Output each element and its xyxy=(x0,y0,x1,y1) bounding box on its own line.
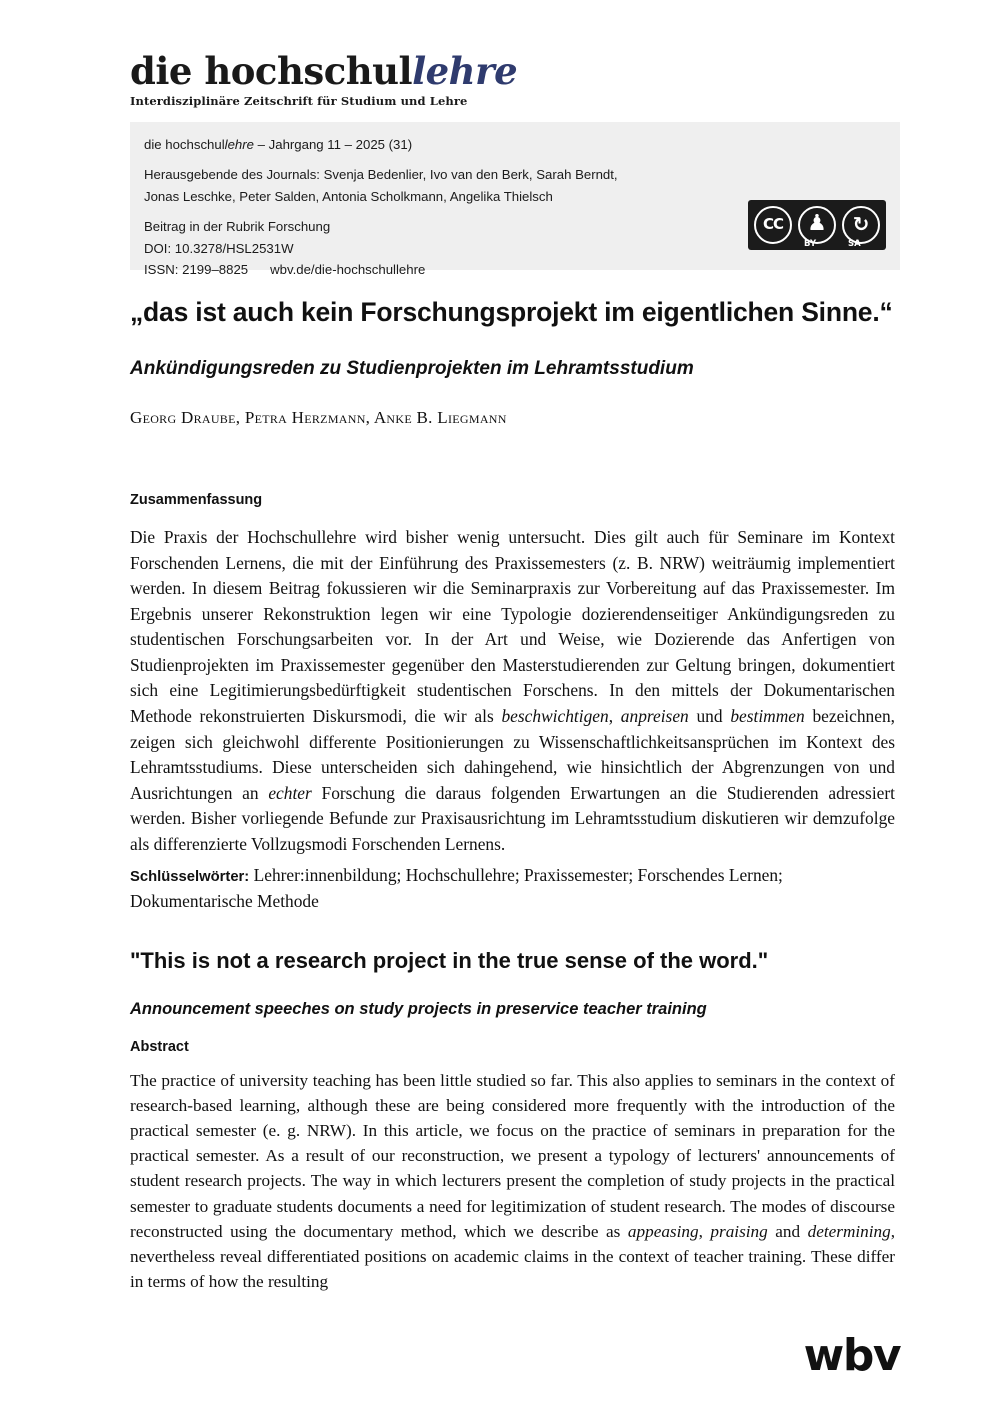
doi-line: DOI: 10.3278/HSL2531W xyxy=(144,240,294,256)
journal-masthead xyxy=(130,49,870,108)
issue-italic: lehre xyxy=(224,137,254,152)
keywords-german xyxy=(130,863,895,914)
abstract-de-em-3: bestimmen xyxy=(730,706,805,727)
cc-sa-label: SA xyxy=(848,239,861,249)
page-title-english: "This is not a research project in the true sense of the word." xyxy=(130,948,769,973)
page-subtitle: Ankündigungsreden zu Studienprojekten im Lehramtsstudium xyxy=(130,358,694,379)
cc-icon: CC xyxy=(754,206,792,244)
abstract-german xyxy=(130,525,895,858)
keywords-value: Lehrer:innenbildung; Hochschullehre; Praxissemester; Forschendes Lernen; Dokumentarische Methode xyxy=(130,865,783,911)
abstract-de-em-2: anpreisen xyxy=(620,706,689,727)
keywords-label: Schlüsselwörter: xyxy=(130,869,250,885)
journal-info-text xyxy=(144,134,744,280)
abstract-en-seg-4: , nevertheless reveal differentiated positions on academic claims in the context of teacher training. These differ in terms of how the resulting xyxy=(130,1221,895,1291)
journal-logo-subtitle: Interdisziplinäre Zeitschrift für Studium und Lehre xyxy=(130,93,468,108)
issn-value: ISSN: 2199–8825 xyxy=(144,261,249,277)
abstract-en-seg-2: , xyxy=(698,1221,711,1241)
cc-by-person-icon: ♟ xyxy=(798,206,836,244)
abstract-en-seg-3: and xyxy=(767,1221,808,1241)
abstract-en-seg-1: The practice of university teaching has been little studied so far. This also applies to seminars in the context of research-based learning, although these are being considered more frequently with the introduction of the practical semester (e. g. NRW). In this article, we focus on the practice of seminars in preparation for the practical semester. As a result of our reconstruction, we present a typology of lecturers' announcements of student research projects. The way in which lecturers present the completion of study projects in the practical semester to graduate students documents a need for legitimization of student research. The modes of discourse reconstructed using the documentary method, which we describe as xyxy=(130,1071,895,1241)
journal-logo-italic: lehre xyxy=(412,49,518,93)
page-title: „das ist auch kein Forschungsprojekt im eigentlichen Sinne.“ xyxy=(130,297,893,327)
section-line: Beitrag in der Rubrik Forschung xyxy=(144,219,331,235)
abstract-de-em-1: beschwichtigen xyxy=(501,706,609,727)
abstract-de-seg-1: Die Praxis der Hochschullehre wird bisher wenig untersucht. Dies gilt auch für Seminare im Kontext Forschenden Lernens, die mit der Einführung des Praxissemesters (z. B. NRW) weiträumig implementiert werden. In diesem Beitrag fokussieren wir die Seminarpraxis zur Vorbereitung auf das Praxissemester. Im Ergebnis unserer Rekonstruktion legen wir eine Typologie dozierendenseitiger Ankündigungsreden zu studentischen Forschungsarbeiten vor. In der Art und Weise, wie Dozierende das Anfertigen von Studienprojekten im Praxissemester gegenüber den Masterstudierenden zur Geltung bringen, dokumentiert sich eine Legitimierungsbedürftigkeit studentischen Forschens. In den mittels der Dokumentarischen Methode rekonstruierten Diskursmodi, die wir als xyxy=(130,527,895,727)
page-subtitle-english: Announcement speeches on study projects in preservice teacher training xyxy=(130,1000,707,1018)
abstract-de-seg-5: Forschung die daraus folgenden Erwartungen an die Studierenden adressiert werden. Bisher vorliegende Befunde zur Praxisausrichtung im Lehramtsstudium diskutieren wir demzufolge als differenzierte Vollzugsmodi Forschenden Lernens. xyxy=(130,782,895,854)
issue-rest: – Jahrgang 11 – 2025 (31) xyxy=(253,137,413,152)
editors-line-2: Jonas Leschke, Peter Salden, Antonia Scholkmann, Angelika Thielsch xyxy=(144,188,553,204)
abstract-english xyxy=(130,1068,895,1294)
issue-line xyxy=(144,134,744,155)
abstract-de-seg-4: bezeichnen, zeigen sich gleichwohl differente Positionierungen zu Wissenschaftlichkeitsansprüchen im Kontext des Lehramtsstudiums. Diese unterscheiden sich dahingehend, wie hinsichtlich der Abgrenzungen von und Ausrichtungen an xyxy=(130,706,896,803)
abstract-de-em-4: echter xyxy=(268,782,312,803)
abstract-de-seg-3: und xyxy=(688,706,731,727)
abstract-en-em-2: praising xyxy=(710,1221,768,1241)
cc-sa-share-alike-icon: ↻ xyxy=(842,206,880,244)
journal-logo xyxy=(130,49,870,93)
abstract-en-em-1: appeasing xyxy=(627,1221,699,1241)
publisher-logo: wbv xyxy=(803,1330,900,1381)
abstract-de-seg-2: , xyxy=(608,706,621,727)
issue-prefix: die hochschul xyxy=(144,137,225,152)
editors-line-1: Herausgebende des Journals: Svenja Bedenlier, Ivo van den Berk, Sarah Berndt, xyxy=(144,167,618,183)
journal-info-box xyxy=(130,122,900,277)
author-list: Georg Draube, Petra Herzmann, Anke B. Liegmann xyxy=(130,408,507,427)
cc-license-badge[interactable] xyxy=(748,200,886,250)
heading-zusammenfassung: Zusammenfassung xyxy=(130,492,263,508)
heading-abstract: Abstract xyxy=(130,1039,189,1055)
journal-url[interactable]: wbv.de/die-hochschullehre xyxy=(270,261,426,277)
abstract-en-em-3: determining xyxy=(807,1221,891,1241)
journal-logo-main: die hochschul xyxy=(130,49,413,93)
issn-url-line xyxy=(144,259,744,280)
cc-by-label: BY xyxy=(804,239,817,249)
